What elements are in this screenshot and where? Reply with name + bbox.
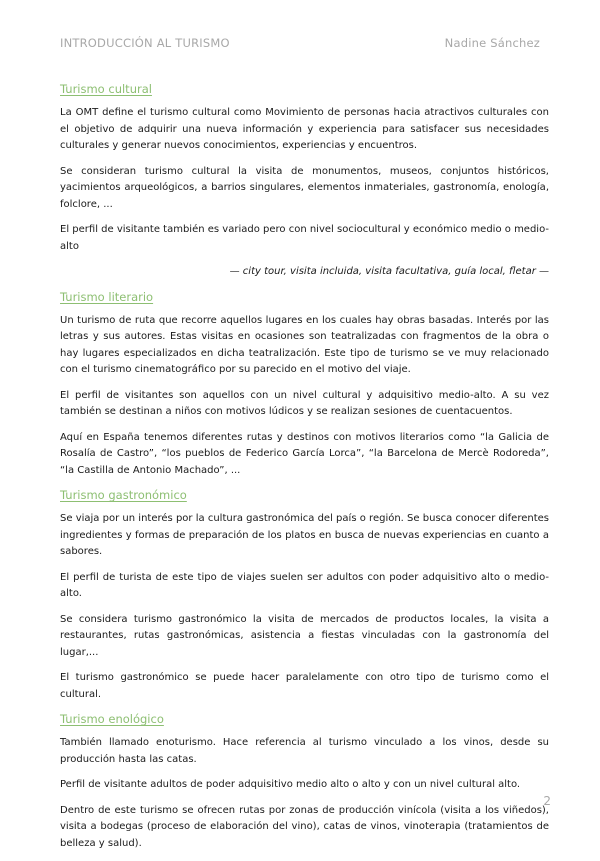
paragraph: Se viaja por un interés por la cultura gastronómica del país o región. Se busca conocer diferentes ingredientes y formas de preparación de los platos en busca de nuevas experiencias en cuanto a sabores.: [60, 513, 549, 557]
page-number: 2: [543, 794, 551, 808]
document-author: Nadine Sánchez: [444, 36, 540, 50]
paragraph: Aquí en España tenemos diferentes rutas y destinos con motivos literarios como “la Galicia de Rosalía de Castro”, “los pueblos de Federico García Lorca”, “la Barcelona de Mercè Rodoreda”, “la Castilla de Antonio Machado”, ...: [60, 431, 549, 476]
document-body: [60, 82, 549, 861]
paragraph: Perfil de visitante adultos de poder adquisitivo medio alto o alto y con un nivel cultural alto.: [60, 779, 521, 790]
section-heading-cultural: Turismo cultural: [60, 82, 152, 96]
paragraph: La OMT define el turismo cultural como Movimiento de personas hacia atractivos culturales con el objetivo de adquirir una nueva información y experiencia para satisfacer sus necesidades culturales y generar nuevos conocimientos, experiencias y encuentros.: [60, 107, 549, 151]
paragraph: Un turismo de ruta que recorre aquellos lugares en los cuales hay obras basadas. Interés por las letras y sus autores. Estas visitas en ocasiones son teatralizadas con fragmentos de la obra o hay lugares especializados en dicha teatralización. Este tipo de turismo se ve muy relacionado con el turismo cinematográfico por su parecido en el motivo del viaje.: [60, 314, 549, 375]
paragraph: El perfil de turista de este tipo de viajes suelen ser adultos con poder adquisitivo alto o medio-alto.: [60, 571, 549, 599]
paragraph: El perfil de visitante también es variado pero con nivel sociocultural y económico medio o medio-alto: [60, 224, 549, 252]
document-title: INTRODUCCIÓN AL TURISMO: [60, 36, 230, 50]
paragraph: El turismo gastronómico se puede hacer paralelamente con otro tipo de turismo como el cultural.: [60, 672, 549, 700]
section-heading-enologico: Turismo enológico: [60, 712, 164, 726]
section-heading-gastronomico: Turismo gastronómico: [60, 488, 187, 502]
paragraph: Dentro de este turismo se ofrecen rutas por zonas de producción vinícola (visita a los viñedos), visita a bodegas (proceso de elaboración del vino), catas de vinos, vinoterapia (tratamientos de belleza y salud).: [60, 804, 549, 849]
paragraph: Se considera turismo gastronómico la visita de mercados de productos locales, la visita a restaurantes, rutas gastronómicas, asistencia a fiestas vinculadas con la gastronomía del lugar,...: [60, 613, 549, 658]
paragraph: Se consideran turismo cultural la visita de monumentos, museos, conjuntos históricos, yacimientos arqueológicos, a barrios singulares, elementos inmateriales, gastronomía, enología, folclore, ...: [60, 165, 549, 210]
page-header: [60, 36, 540, 54]
paragraph: También llamado enoturismo. Hace referencia al turismo vinculado a los vinos, desde su producción hasta las catas.: [60, 737, 549, 765]
paragraph: El perfil de visitantes son aquellos con un nivel cultural y adquisitivo medio-alto. A su vez también se destinan a niños con motivos lúdicos y se realizan sesiones de cuentacuentos.: [60, 389, 549, 417]
vocabulary-caption: — city tour, visita incluida, visita facultativa, guía local, fletar —: [229, 266, 549, 277]
section-heading-literario: Turismo literario: [60, 289, 154, 304]
